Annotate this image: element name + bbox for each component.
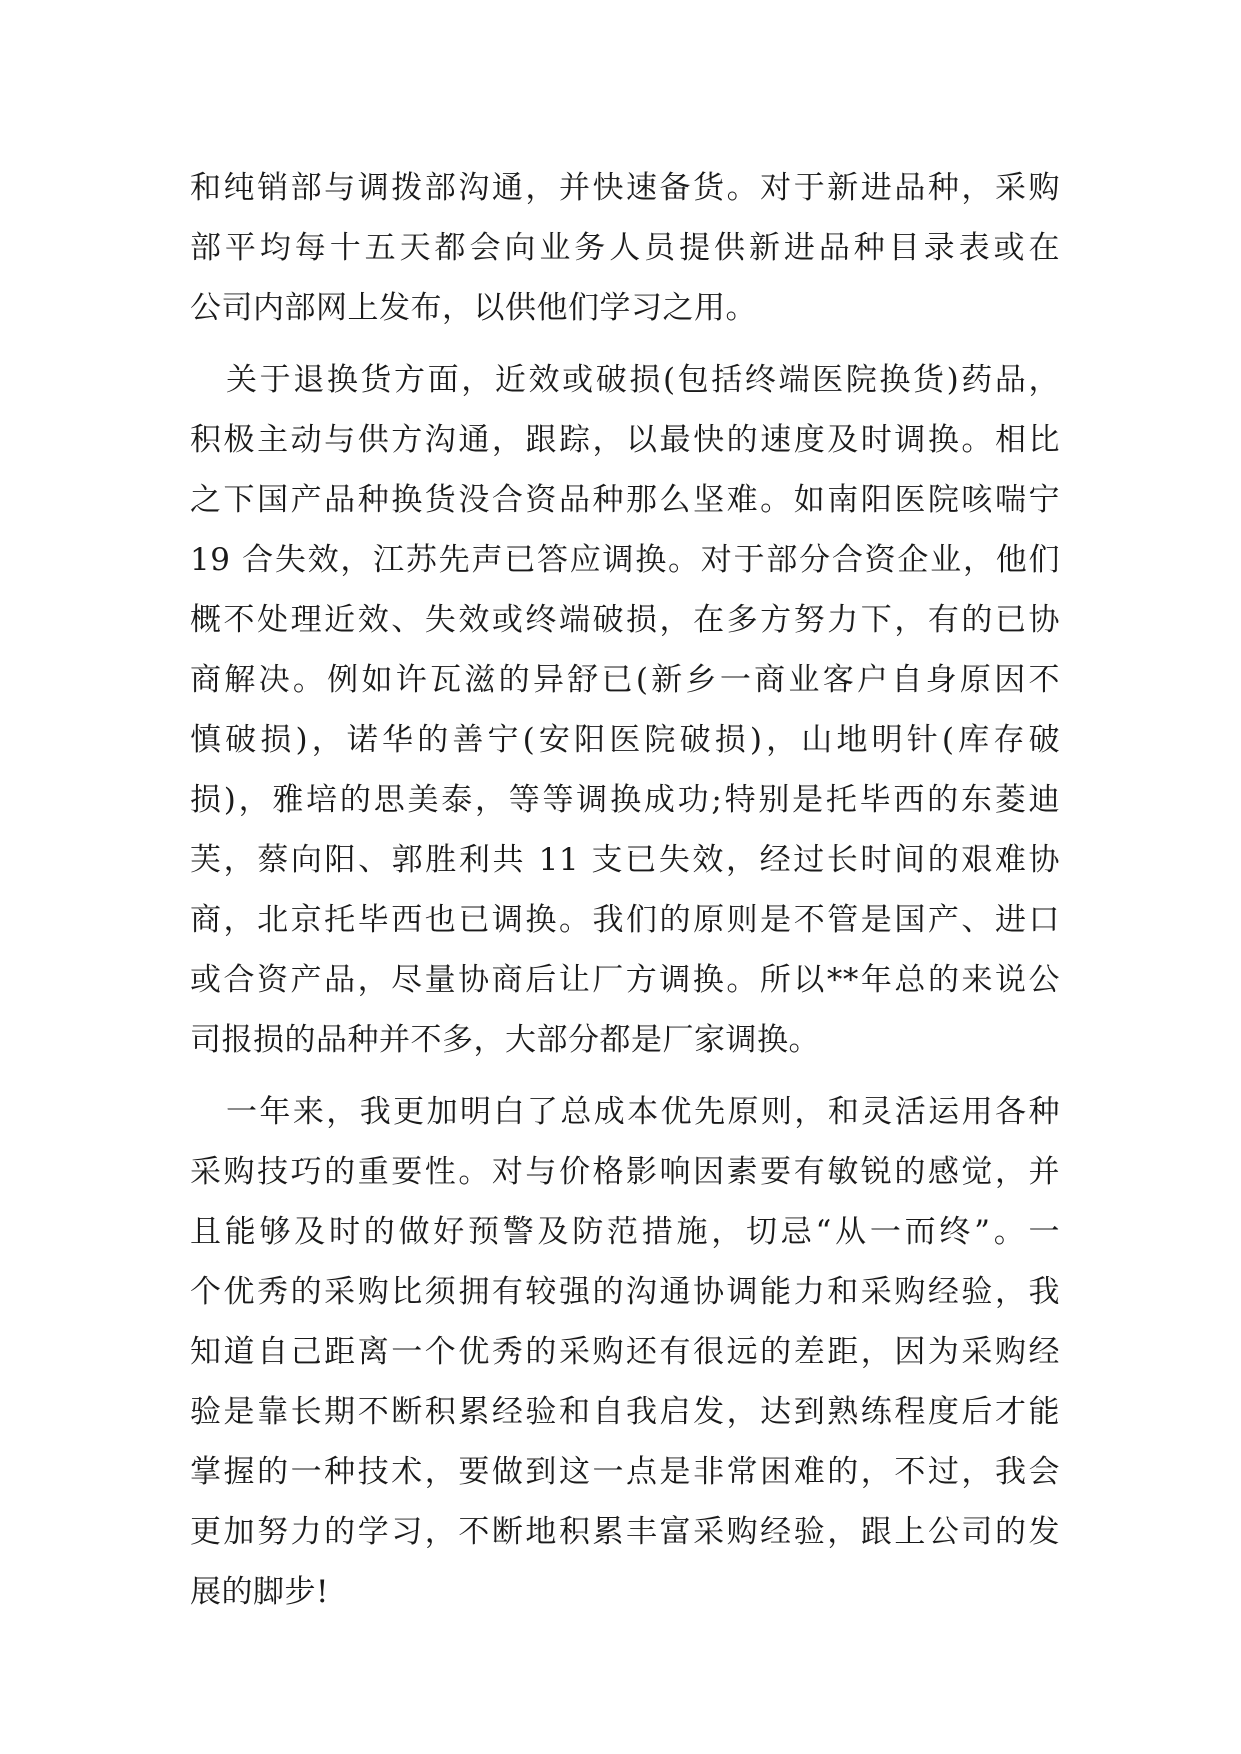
text-line: 关于退换货方面，近效或破损(包括终端医院换货)药品， — [226, 362, 1060, 398]
text-line: 采购技巧的重要性。对与价格影响因素要有敏锐的感觉，并 — [190, 1154, 1060, 1190]
document-body — [190, 158, 1060, 1622]
text-line: 公司内部网上发布，以供他们学习之用。 — [190, 290, 757, 326]
text-line: 之下国产品种换货没合资品种那么坚难。如南阳医院咳喘宁 — [190, 482, 1060, 518]
paragraph-spacer — [190, 1070, 1060, 1082]
text-line: 知道自己距离一个优秀的采购还有很远的差距，因为采购经 — [190, 1334, 1060, 1370]
text-line: 积极主动与供方沟通，跟踪，以最快的速度及时调换。相比 — [190, 422, 1060, 458]
text-line: 司报损的品种并不多，大部分都是厂家调换。 — [190, 1022, 820, 1058]
text-line: 或合资产品，尽量协商后让厂方调换。所以**年总的来说公 — [190, 962, 1060, 998]
text-line: 概不处理近效、失效或终端破损，在多方努力下，有的已协 — [190, 602, 1060, 638]
text-line: 一年来，我更加明白了总成本优先原则，和灵活运用各种 — [226, 1094, 1060, 1130]
text-line: 商解决。例如许瓦滋的异舒已(新乡一商业客户自身原因不 — [190, 662, 1060, 698]
text-line: 商，北京托毕西也已调换。我们的原则是不管是国产、进口 — [190, 902, 1060, 938]
text-line: 和纯销部与调拨部沟通，并快速备货。对于新进品种，采购 — [190, 170, 1060, 206]
text-line: 19 合失效，江苏先声已答应调换。对于部分合资企业，他们 — [190, 542, 1060, 578]
text-line: 展的脚步! — [190, 1574, 329, 1610]
paragraph-1 — [190, 158, 1060, 338]
text-line: 个优秀的采购比须拥有较强的沟通协调能力和采购经验，我 — [190, 1274, 1060, 1310]
text-line: 更加努力的学习，不断地积累丰富采购经验，跟上公司的发 — [190, 1514, 1060, 1550]
text-line: 芙，蔡向阳、郭胜利共 11 支已失效，经过长时间的艰难协 — [190, 842, 1060, 878]
text-line: 部平均每十五天都会向业务人员提供新进品种目录表或在 — [190, 230, 1060, 266]
text-line: 且能够及时的做好预警及防范措施，切忌“从一而终”。一 — [190, 1214, 1060, 1250]
paragraph-spacer — [190, 338, 1060, 350]
text-line: 验是靠长期不断积累经验和自我启发，达到熟练程度后才能 — [190, 1394, 1060, 1430]
text-line: 掌握的一种技术，要做到这一点是非常困难的，不过，我会 — [190, 1454, 1060, 1490]
paragraph-2 — [190, 350, 1060, 1070]
text-line: 损)，雅培的思美泰，等等调换成功;特别是托毕西的东菱迪 — [190, 782, 1060, 818]
paragraph-3 — [190, 1082, 1060, 1622]
text-line: 慎破损)，诺华的善宁(安阳医院破损)，山地明针(库存破 — [190, 722, 1060, 758]
